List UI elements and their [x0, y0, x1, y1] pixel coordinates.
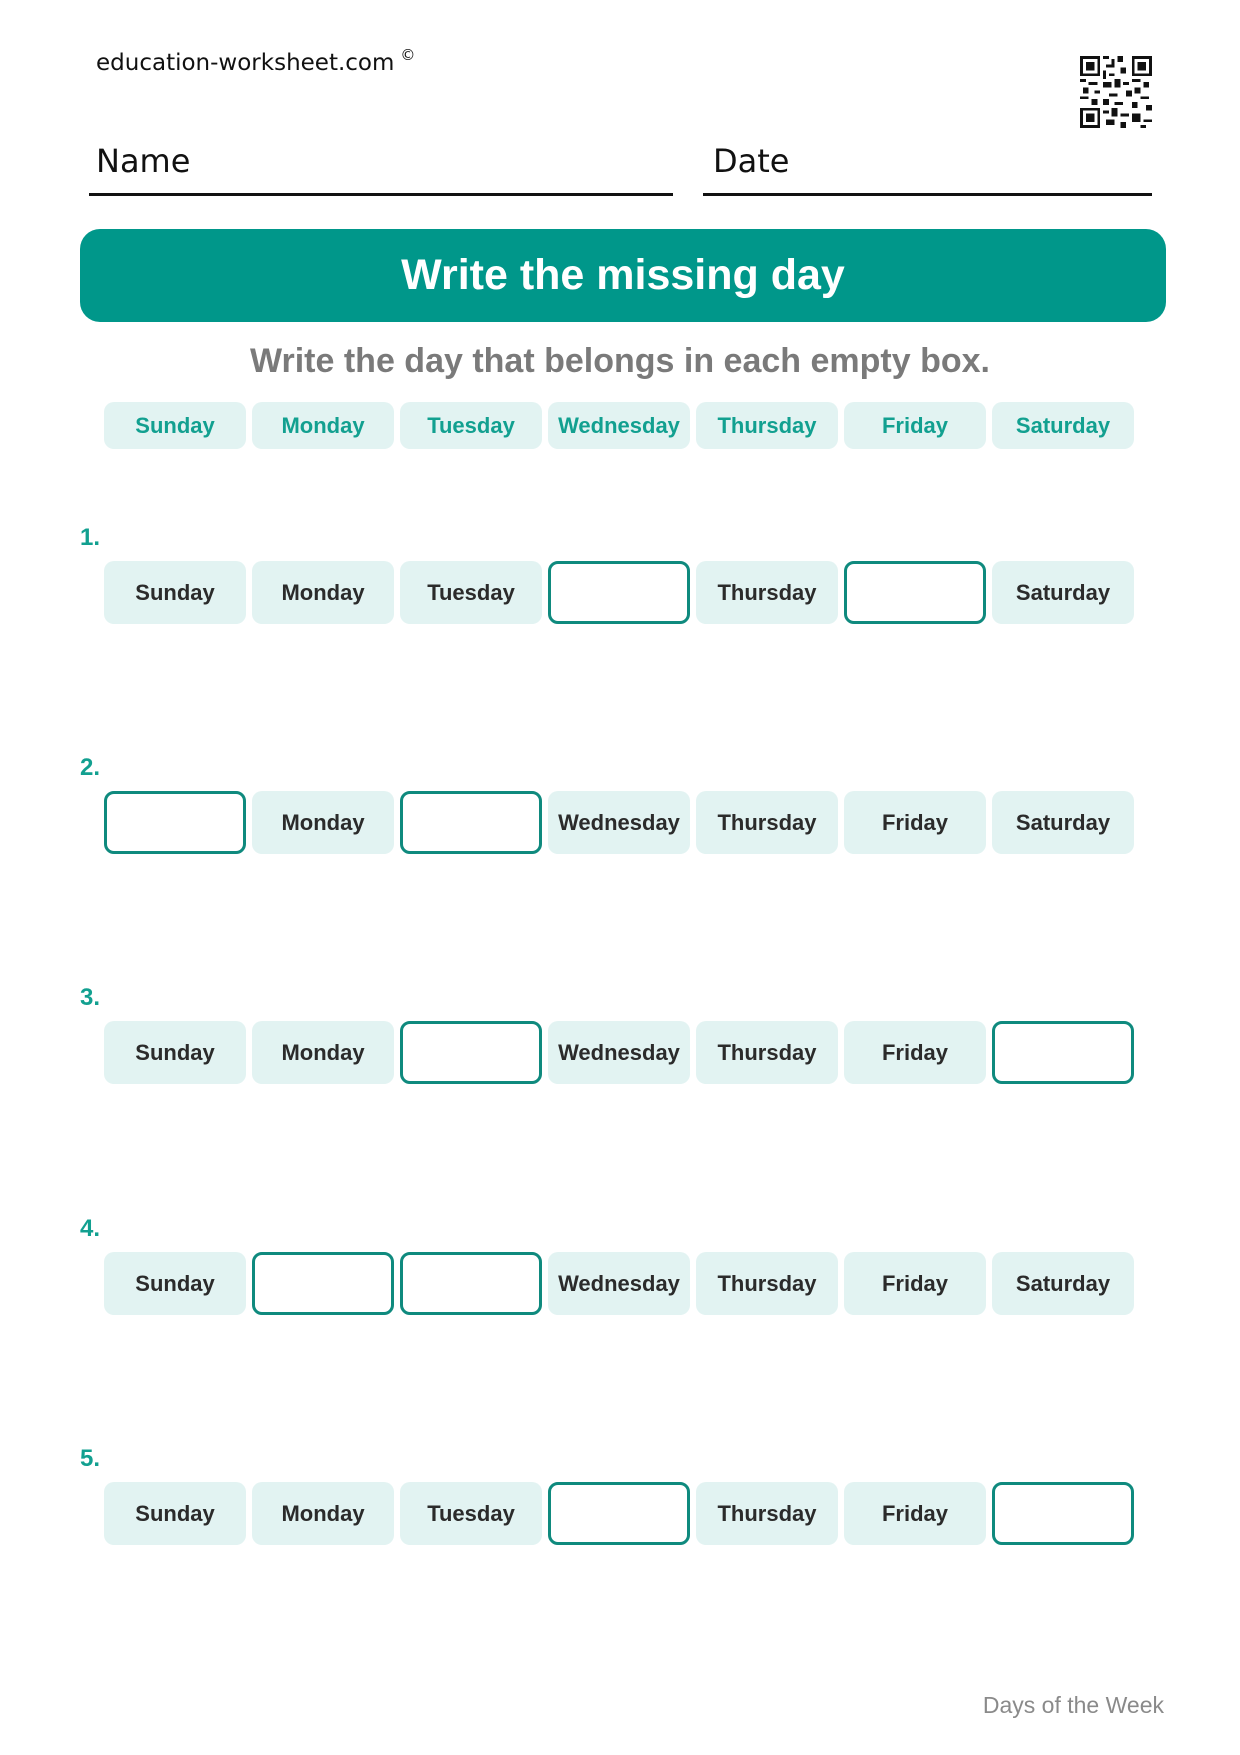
day-cell: Friday	[844, 1482, 986, 1545]
day-cell: Saturday	[992, 791, 1134, 854]
answer-box[interactable]	[400, 1252, 542, 1315]
day-cell: Friday	[844, 1252, 986, 1315]
qr-code-icon	[1080, 56, 1152, 128]
day-cell: Thursday	[696, 1021, 838, 1084]
day-cell: Saturday	[992, 1252, 1134, 1315]
day-cell: Wednesday	[548, 1021, 690, 1084]
reference-day-friday: Friday	[844, 402, 986, 449]
reference-day-wednesday: Wednesday	[548, 402, 690, 449]
day-cell: Saturday	[992, 561, 1134, 624]
question-number: 2.	[80, 754, 101, 781]
day-cell: Thursday	[696, 1482, 838, 1545]
question-number: 3.	[80, 984, 101, 1011]
footer-topic: Days of the Week	[982, 1692, 1164, 1718]
day-cell: Thursday	[696, 561, 838, 624]
answer-box[interactable]	[548, 1482, 690, 1545]
reference-day-monday: Monday	[252, 402, 394, 449]
day-cell: Friday	[844, 1021, 986, 1084]
day-cell: Wednesday	[548, 791, 690, 854]
answer-box[interactable]	[400, 791, 542, 854]
reference-day-tuesday: Tuesday	[400, 402, 542, 449]
reference-day-saturday: Saturday	[992, 402, 1134, 449]
question-number: 5.	[80, 1445, 101, 1472]
answer-box[interactable]	[992, 1482, 1134, 1545]
day-cell: Sunday	[104, 1021, 246, 1084]
day-cell: Wednesday	[548, 1252, 690, 1315]
site-credit	[96, 46, 415, 76]
answer-box[interactable]	[400, 1021, 542, 1084]
answer-box[interactable]	[548, 561, 690, 624]
day-cell: Tuesday	[400, 561, 542, 624]
copyright-mark: ©	[400, 46, 416, 64]
day-cell: Thursday	[696, 791, 838, 854]
reference-day-sunday: Sunday	[104, 402, 246, 449]
site-name: education-worksheet.com	[96, 50, 395, 76]
day-cell: Friday	[844, 791, 986, 854]
answer-box[interactable]	[104, 791, 246, 854]
answer-box[interactable]	[844, 561, 986, 624]
page-title: Write the missing day	[401, 251, 845, 299]
day-cell: Monday	[252, 791, 394, 854]
date-label: Date	[713, 142, 790, 180]
name-label: Name	[96, 142, 191, 180]
day-cell: Sunday	[104, 1482, 246, 1545]
day-cell: Monday	[252, 1021, 394, 1084]
answer-box[interactable]	[992, 1021, 1134, 1084]
answer-box[interactable]	[252, 1252, 394, 1315]
day-cell: Tuesday	[400, 1482, 542, 1545]
instruction-text: Write the day that belongs in each empty box.	[250, 342, 990, 380]
reference-day-thursday: Thursday	[696, 402, 838, 449]
name-field[interactable]	[89, 193, 673, 196]
question-number: 4.	[80, 1215, 101, 1242]
date-field[interactable]	[703, 193, 1152, 196]
day-cell: Sunday	[104, 561, 246, 624]
title-banner	[80, 229, 1166, 322]
question-number: 1.	[80, 524, 101, 551]
day-cell: Monday	[252, 1482, 394, 1545]
day-cell: Thursday	[696, 1252, 838, 1315]
day-cell: Monday	[252, 561, 394, 624]
day-cell: Sunday	[104, 1252, 246, 1315]
